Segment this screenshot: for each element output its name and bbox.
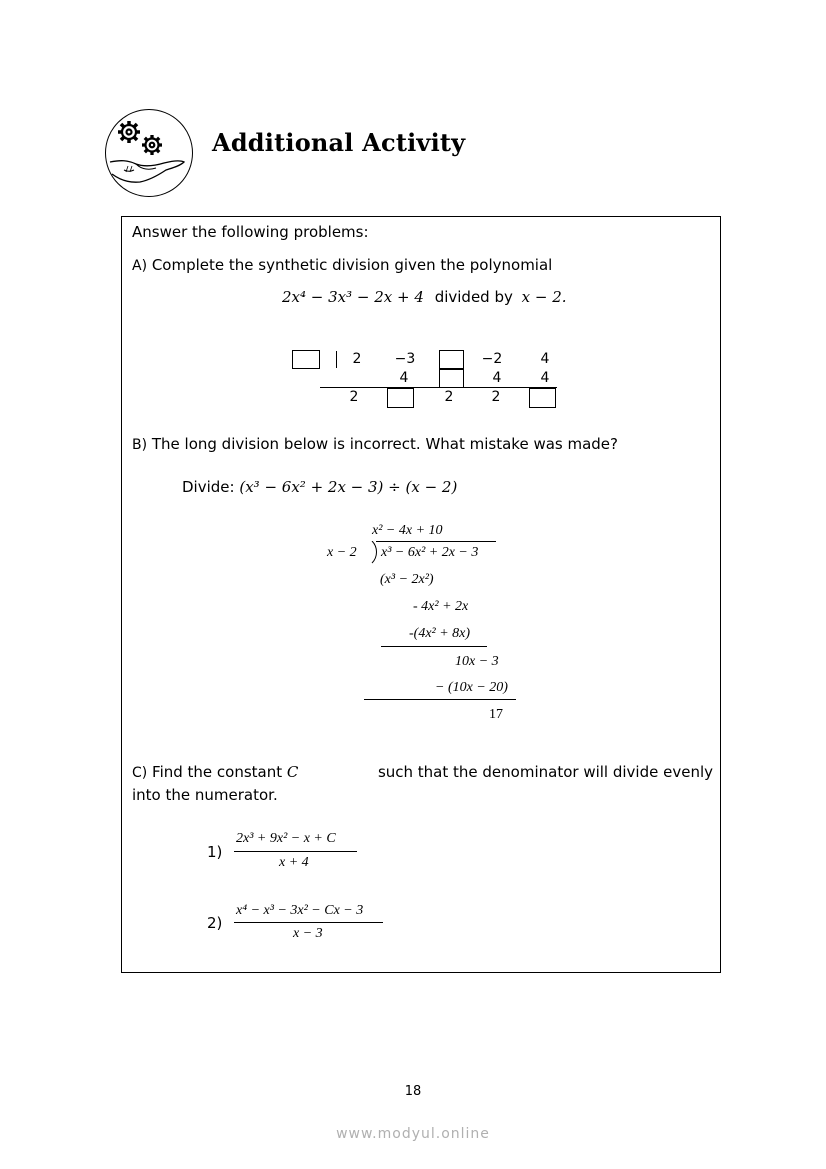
part-a-text: Complete the synthetic division given the polynomial [151,256,553,274]
divide-line [182,478,457,496]
product-5: 4 [540,370,550,386]
part-c-label: C) [132,765,148,781]
result-1: 2 [349,389,359,405]
synthetic-sum-line [320,387,557,388]
long-divisor: x − 2 [327,545,357,560]
watermark: www.modyul.online [336,1126,490,1142]
activity-logo [105,109,193,197]
subtract-step-3: -(4x² + 8x) [409,626,471,641]
divide-expression: (x³ − 6x² + 2x − 3) ÷ (x − 2) [239,478,458,496]
product-4: 4 [492,370,502,386]
problem-1-fraction-bar [234,851,357,852]
result-3: 2 [444,389,454,405]
divided-by-text: divided by [434,288,513,306]
part-c-text-2: into the numerator. [132,786,278,804]
coef-1: 2 [352,351,362,367]
section-title: Additional Activity [212,128,466,157]
coef-5: 4 [540,351,550,367]
page-number: 18 [404,1084,422,1099]
difference-step-4: 10x − 3 [455,654,499,669]
problem-2-fraction-bar [234,922,383,923]
part-c-text-1b: such that the denominator will divide evenly [377,763,713,781]
constant-symbol: C [286,763,299,781]
part-c-lead [132,763,298,781]
gears-hand-icon [106,110,192,196]
problem-2-denominator: x − 3 [293,926,323,941]
divisor: x − 2. [521,288,567,306]
blank-coef-box[interactable] [439,350,464,369]
part-b-label: B) [132,437,148,453]
division-bar [376,541,496,542]
division-bracket [370,541,380,565]
part-a-polynomial-line [282,288,567,306]
product-2: 4 [399,370,409,386]
part-b-prompt [132,435,618,453]
subtract-step-1: (x³ − 2x²) [380,572,434,587]
part-c-prompt-line-1 [132,763,713,781]
part-a-prompt [132,256,552,274]
blank-result-box-1[interactable] [387,388,414,408]
division-line-1 [381,646,487,647]
divide-label: Divide: [182,478,235,496]
blank-divisor-box[interactable] [292,350,320,369]
coef-2: −3 [394,351,416,367]
problem-2-number: 2) [207,914,223,932]
blank-product-box[interactable] [439,369,464,388]
result-4: 2 [491,389,501,405]
part-c-text-1: Find the constant [152,763,283,781]
difference-step-2: - 4x² + 2x [413,599,469,614]
division-line-2 [364,699,516,700]
problem-1-numerator: 2x³ + 9x² − x + C [236,831,336,846]
part-a-label: A) [132,258,148,274]
polynomial: 2x⁴ − 3x³ − 2x + 4 [282,288,424,306]
blank-result-box-2[interactable] [529,388,556,408]
coef-4: −2 [481,351,503,367]
subtract-step-5: − (10x − 20) [435,680,508,695]
problem-2-numerator: x⁴ − x³ − 3x² − Cx − 3 [236,903,364,918]
quotient: x² − 4x + 10 [372,523,443,538]
synthetic-divider [336,351,337,368]
problem-1-number: 1) [207,843,223,861]
problem-1-denominator: x + 4 [279,855,309,870]
dividend: x³ − 6x² + 2x − 3 [381,545,479,560]
instructions: Answer the following problems: [132,223,369,241]
part-b-text: The long division below is incorrect. What mistake was made? [151,435,619,453]
remainder: 17 [489,707,503,722]
